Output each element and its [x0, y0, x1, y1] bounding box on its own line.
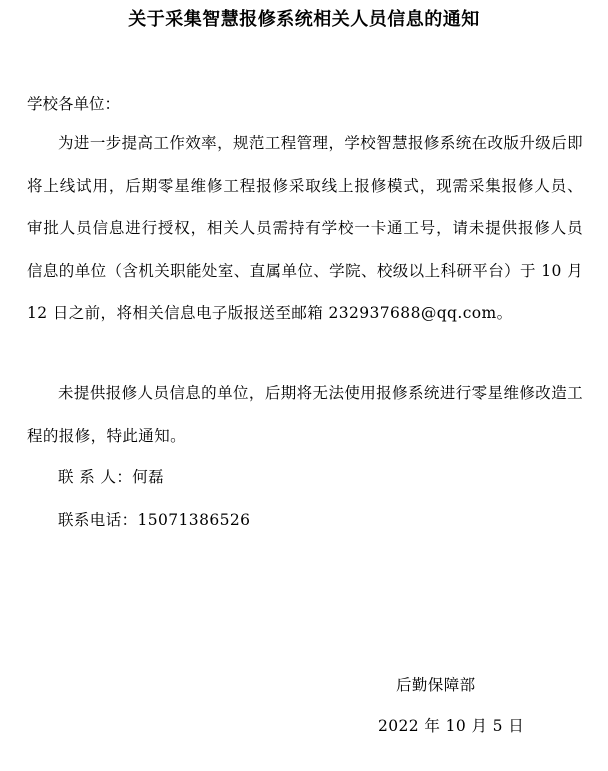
contact-person: 联 系 人：何磊: [58, 468, 165, 486]
notice-title: 关于采集智慧报修系统相关人员信息的通知: [128, 9, 480, 30]
issue-date: 2022 年 10 月 5 日: [378, 717, 525, 735]
salutation: 学校各单位：: [27, 95, 121, 113]
body-paragraph-2: 未提供报修人员信息的单位，后期将无法使用报修系统进行零星维修改造工程的报修，特此通知。: [27, 384, 583, 445]
contact-phone: 联系电话：15071386526: [58, 511, 251, 529]
body-paragraph-1: 为进一步提高工作效率，规范工程管理，学校智慧报修系统在改版升级后即将上线试用，后期零星维修工程报修采取线上报修模式，现需采集报修人员、审批人员信息进行授权，相关人员需持有学校一卡通工号，请未提供报修人员信息的单位（含机关职能处室、直属单位、学院、校级以上科研平台）于 10 月 12 日之前，将相关信息电子版报送至邮箱 232937688@qq.com。: [27, 134, 583, 323]
issuing-department: 后勤保障部: [396, 676, 476, 694]
